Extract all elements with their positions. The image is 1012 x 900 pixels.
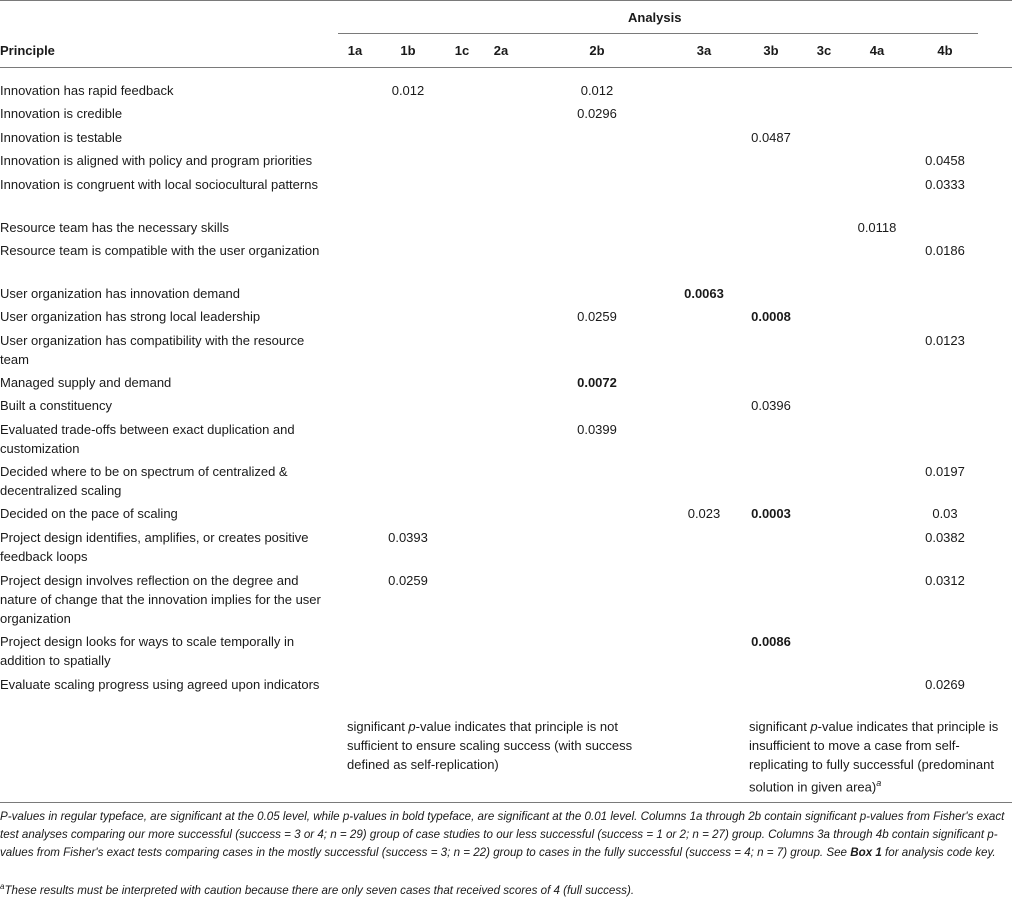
p-value-cell-2b: 0.0072 [577,375,617,390]
p-value-cell-1b: 0.0393 [388,530,428,545]
column-header-3c: 3c [816,43,832,58]
top-rule [0,0,1012,1]
p-value-cell-4b: 0.0269 [925,677,965,692]
p-value-cell-4a: 0.0118 [857,220,897,235]
column-header-4b: 4b [937,43,953,58]
footnote-main-text: P-values in regular typeface, are significant at the 0.05 level, while p-values in bold typeface, are significant at the 0.01 level. Columns 1a through 2b contain significant p-values from Fisher's exact test analyses comparing our more successful (success = 3 or 4; n = 29) group of case studies to our less successful (success = 1 or 2; n = 27) group. Columns 3a through 4b contain significant p-values from Fisher's exact tests comparing cases in the mostly successful (success = 3; n = 22) group to cases in the fully successful (success = 4; n = 7) group. See Box 1 for analysis code key. [0,810,1005,859]
p-value-cell-4b: 0.03 [932,506,958,521]
footnote-main [0,808,1010,862]
p-value-cell-4b: 0.0312 [925,573,965,588]
principle-cell: Innovation is congruent with local sociocultural patterns [0,177,318,192]
p-value-cell-3b: 0.0396 [751,398,791,413]
p-value-cell-1b: 0.0259 [388,573,428,588]
column-header-3a: 3a [696,43,712,58]
analysis-rule [338,33,978,34]
column-header-3b: 3b [763,43,779,58]
column-header-2b: 2b [589,43,605,58]
note-left-text: significant p-value indicates that principle is not sufficient to ensure scaling success (with success defined as self-replication) [347,719,633,772]
principle-cell: User organization has strong local leadership [0,309,261,324]
p-value-cell-2b: 0.0296 [577,106,617,121]
column-header-4a: 4a [869,43,885,58]
p-value-cell-2b: 0.0259 [577,309,617,324]
header-rule [0,67,1012,68]
note-left [347,717,657,774]
principle-cell: Resource team is compatible with the user organization [0,243,320,258]
p-value-cell-2b: 0.012 [580,83,614,98]
note-right-superscript: a [876,778,882,788]
footnote-caution [0,878,1010,900]
principle-cell: Innovation is testable [0,130,123,145]
principle-cell: Evaluated trade-offs between exact duplication and customization [0,422,295,456]
p-value-cell-3a: 0.023 [687,506,721,521]
p-value-cell-3b: 0.0003 [751,506,791,521]
column-header-2a: 2a [493,43,509,58]
p-value-cell-4b: 0.0382 [925,530,965,545]
bottom-rule [0,802,1012,803]
principle-cell: Resource team has the necessary skills [0,220,230,235]
p-value-cell-3b: 0.0008 [751,309,791,324]
principle-cell: User organization has compatibility with the resource team [0,333,305,367]
note-right [749,717,1011,796]
p-value-cell-3b: 0.0487 [751,130,791,145]
p-value-cell-1b: 0.012 [391,83,425,98]
p-value-cell-4b: 0.0186 [925,243,965,258]
principle-cell: Evaluate scaling progress using agreed upon indicators [0,677,320,692]
p-value-cell-4b: 0.0458 [925,153,965,168]
column-header-1c: 1c [454,43,470,58]
principle-cell: Managed supply and demand [0,375,172,390]
p-value-cell-4b: 0.0333 [925,177,965,192]
principle-cell: User organization has innovation demand [0,286,240,301]
principle-cell: Project design looks for ways to scale temporally in addition to spatially [0,634,295,668]
footnote-superscript: a [0,882,5,891]
analysis-header: Analysis [628,10,682,25]
p-value-cell-3a: 0.0063 [684,286,724,301]
p-value-cell-4b: 0.0197 [925,464,965,479]
principle-cell: Project design identifies, amplifies, or creates positive feedback loops [0,530,309,564]
p-value-cell-2b: 0.0399 [577,422,617,437]
principle-cell: Innovation is aligned with policy and program priorities [0,153,313,168]
p-value-cell-4b: 0.0123 [925,333,965,348]
principle-cell: Built a constituency [0,398,113,413]
principle-cell: Decided on the pace of scaling [0,506,178,521]
principle-cell: Innovation has rapid feedback [0,83,174,98]
p-value-cell-3b: 0.0086 [751,634,791,649]
column-header-1a: 1a [347,43,363,58]
note-right-text: significant p-value indicates that principle is insufficient to move a case from self-replicating to fully successful (predominant solution in given area) [749,719,999,795]
principle-cell: Project design involves reflection on the degree and nature of change that the innovation implies for the user organization [0,573,321,626]
principle-cell: Innovation is credible [0,106,123,121]
footnote-caution-text: These results must be interpreted with caution because there are only seven cases that received scores of 4 (full success). [4,883,635,897]
column-header-1b: 1b [400,43,416,58]
principle-header: Principle [0,43,55,58]
principle-cell: Decided where to be on spectrum of centralized & decentralized scaling [0,464,288,498]
